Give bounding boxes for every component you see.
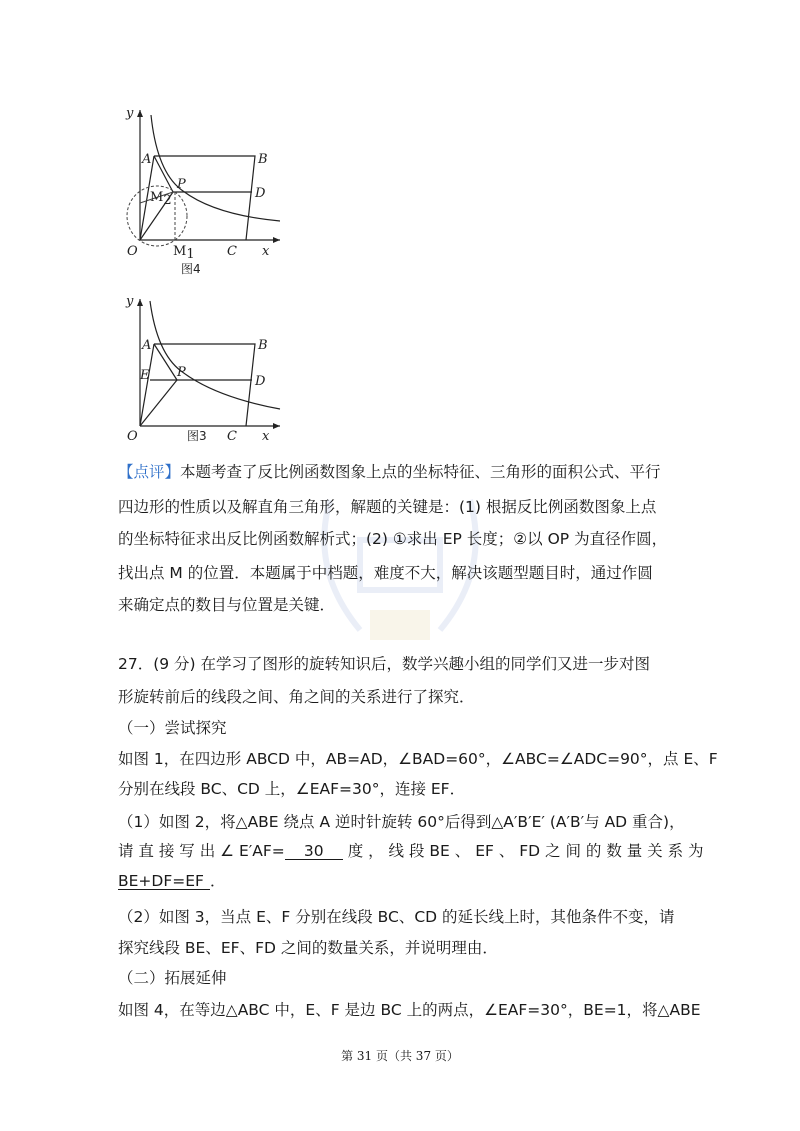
fig4-label-x: x (262, 244, 270, 259)
page-footer: 第 31 页（共 37 页） (341, 1049, 459, 1063)
question-1-line-3: BE+DF=EF ． (118, 872, 226, 890)
fig3-label-d: D (255, 374, 266, 389)
comment-tag: 【点评】 (118, 463, 181, 481)
problem27-line-4: 分别在线段 BC、CD 上，∠EAF=30°，连接 EF． (118, 780, 466, 798)
comment-line-2: 四边形的性质以及解直角三角形，解题的关键是：(1) 根据反比例函数图象上点 (118, 498, 657, 516)
question-2-line-1: （2）如图 3，当点 E、F 分别在线段 BC、CD 的延长线上时，其他条件不变，请 (118, 908, 675, 926)
fig4-label-a: A (142, 152, 152, 167)
fig4-label-d: D (255, 186, 266, 201)
comment-line-1: 【点评】本题考查了反比例函数图象上点的坐标特征、三角形的面积公式、平行 (118, 463, 661, 481)
question-1-line-1: （1）如图 2，将△ABE 绕点 A 逆时针旋转 60°后得到△A′B′E′ (A′B′与 AD 重合)， (118, 813, 685, 831)
section-heading-2: （二）拓展延伸 (118, 969, 227, 987)
fig4-caption: 图4 (181, 262, 201, 276)
fig4-label-m2: M2 (150, 190, 172, 208)
fig4-label-y: y (126, 106, 134, 121)
fig3-label-p: P (177, 365, 186, 380)
answer-relation: BE+DF=EF (118, 873, 210, 890)
fig4-label-b: B (258, 152, 268, 167)
fig3-caption: 图3 (187, 429, 207, 443)
comment-line-5: 来确定点的数目与位置是关键． (118, 596, 336, 614)
fig3-label-e: E (140, 368, 150, 383)
fig3-label-c: C (227, 429, 237, 444)
question-1-line-2: 请 直 接 写 出 ∠ E′AF= 30 度 ， 线 段 BE 、 EF 、 FD 之 间 的 数 量 关 系 为 (118, 842, 704, 860)
fig4-label-c: C (227, 244, 237, 259)
problem27-line-2: 形旋转前后的线段之间、角之间的关系进行了探究． (118, 688, 475, 706)
fig3-label-y: y (126, 294, 134, 309)
problem27-line-1: 27．(9 分) 在学习了图形的旋转知识后，数学兴趣小组的同学们又进一步对图 (118, 655, 651, 673)
fig4-label-p: P (177, 177, 186, 192)
comment-line-3: 的坐标特征求出反比例函数解析式；(2) ①求出 EP 长度；②以 OP 为直径作圆， (118, 530, 668, 548)
comment-line-4: 找出点 M 的位置．本题属于中档题，难度不大，解决该题型题目时，通过作圆 (118, 564, 653, 582)
problem27-line-5: 如图 4，在等边△ABC 中，E、F 是边 BC 上的两点，∠EAF=30°，BE=1，将△ABE (118, 1001, 701, 1019)
problem27-line-3: 如图 1，在四边形 ABCD 中，AB=AD，∠BAD=60°，∠ABC=∠ADC=90°，点 E、F (118, 750, 718, 768)
fig3-label-a: A (142, 338, 152, 353)
figure-4 (115, 95, 285, 280)
fig4-label-o: O (127, 244, 138, 259)
question-2-line-2: 探究线段 BE、EF、FD 之间的数量关系，并说明理由． (118, 939, 498, 957)
fig3-label-o: O (127, 429, 138, 444)
figure-3 (115, 287, 285, 447)
fig3-label-x: x (262, 429, 270, 444)
section-heading-1: （一）尝试探究 (118, 719, 227, 737)
answer-angle: 30 (285, 843, 343, 860)
fig3-label-b: B (258, 338, 268, 353)
fig4-label-m1: M1 (173, 244, 195, 262)
